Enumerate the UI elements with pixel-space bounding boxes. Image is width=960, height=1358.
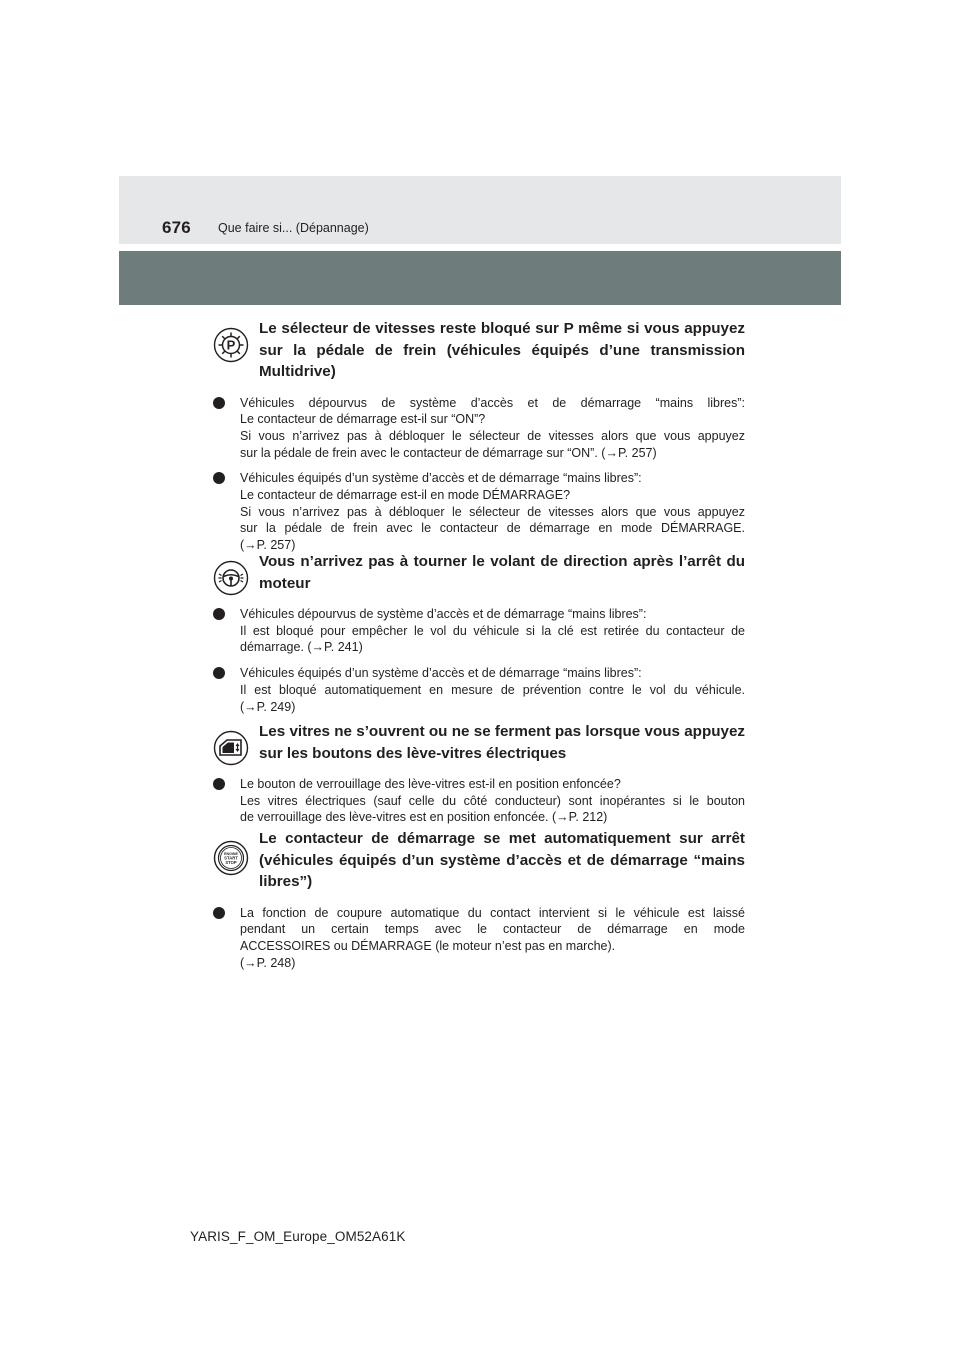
item-line: de verrouillage des lève-vitres est en position enfoncée. (→P. 212)	[240, 810, 608, 825]
power-window-icon	[213, 730, 249, 766]
list-item	[240, 470, 745, 554]
bullet-icon	[213, 472, 225, 484]
item-line: Le bouton de verrouillage des lève-vitres est-il en position enfoncée?	[240, 777, 621, 791]
item-line: sur la pédale de frein avec le contacteur de démarrage en mode DÉMARRAGE.	[240, 521, 745, 536]
troubleshoot-engine-switch	[213, 828, 745, 971]
troubleshoot-power-windows	[213, 721, 745, 826]
bullet-icon	[213, 397, 225, 409]
item-line: Si vous n’arrivez pas à débloquer le sélecteur de vitesses alors que vous appuyez	[240, 504, 745, 519]
item-line: (→P. 257)	[240, 538, 296, 553]
item-line: démarrage. (→P. 241)	[240, 640, 363, 655]
icon-label: STOP	[225, 860, 237, 865]
item-line: (→P. 248)	[240, 955, 296, 970]
item-line: (→P. 249)	[240, 699, 296, 714]
item-line: Il est bloqué automatiquement en mesure de prévention contre le vol du véhicule.	[240, 682, 745, 697]
item-line: Le contacteur de démarrage est-il en mode DÉMARRAGE?	[240, 488, 571, 503]
steering-wheel-icon	[213, 560, 249, 596]
section-heading: Le sélecteur de vitesses reste bloqué sur P même si vous appuyez sur la pédale de frein (véhicules équipés d’une transmission Multidrive)	[259, 320, 745, 380]
section-heading: Les vitres ne s’ouvrent ou ne se ferment pas lorsque vous appuyez sur les boutons des lève-vitres électriques	[259, 723, 745, 762]
item-line: La fonction de coupure automatique du contact intervient si le véhicule est laissé	[240, 905, 745, 920]
item-line: Les vitres électriques (sauf celle du côté conducteur) sont inopérantes si le bouton	[240, 793, 745, 808]
document-code: YARIS_F_OM_Europe_OM52A61K	[190, 1229, 406, 1244]
header-dark-band	[119, 251, 841, 305]
troubleshoot-steering-lock	[213, 551, 745, 715]
bullet-icon	[213, 907, 225, 919]
page-number: 676	[162, 218, 191, 237]
list-item	[240, 776, 745, 826]
list-item	[240, 905, 745, 972]
item-line: Si vous n’arrivez pas à débloquer le sélecteur de vitesses alors que vous appuyez	[240, 428, 745, 443]
bullet-icon	[213, 667, 225, 679]
item-line: ACCESSOIRES ou DÉMARRAGE (le moteur n’est pas en marche).	[240, 938, 616, 953]
bullet-icon	[213, 778, 225, 790]
section-heading: Le contacteur de démarrage se met automatiquement sur arrêt (véhicules équipés d’un système d’accès et de démarrage “mains libres”)	[259, 830, 745, 890]
section-title: Que faire si... (Dépannage)	[218, 221, 369, 235]
item-line: sur la pédale de frein avec le contacteur de démarrage sur “ON”. (→P. 257)	[240, 445, 657, 460]
item-line: Véhicules équipés d’un système d’accès et de démarrage “mains libres”:	[240, 666, 642, 681]
icon-label: START	[224, 855, 238, 861]
list-item	[240, 665, 745, 715]
list-item	[240, 606, 745, 656]
item-line: pendant un certain temps avec le contacteur de démarrage en mode	[240, 922, 745, 937]
icon-label: ENGINE	[224, 852, 238, 856]
bullet-icon	[213, 608, 225, 620]
engine-start-stop-icon	[213, 840, 249, 876]
svg-text:P: P	[226, 337, 236, 353]
item-line: Il est bloqué pour empêcher le vol du véhicule si la clé est retirée du contacteur de	[240, 623, 745, 638]
item-line: Véhicules dépourvus de système d’accès et de démarrage “mains libres”:	[240, 607, 647, 621]
list-item	[240, 395, 745, 462]
gear-p-icon	[213, 327, 249, 363]
troubleshoot-shift-lever	[213, 318, 745, 554]
section-heading: Vous n’arrivez pas à tourner le volant de direction après l’arrêt du moteur	[259, 553, 745, 592]
item-line: Le contacteur de démarrage est-il sur “ON”?	[240, 412, 486, 427]
item-line: Véhicules dépourvus de système d’accès et de démarrage “mains libres”:	[240, 395, 745, 410]
item-line: Véhicules équipés d’un système d’accès et de démarrage “mains libres”:	[240, 471, 642, 486]
